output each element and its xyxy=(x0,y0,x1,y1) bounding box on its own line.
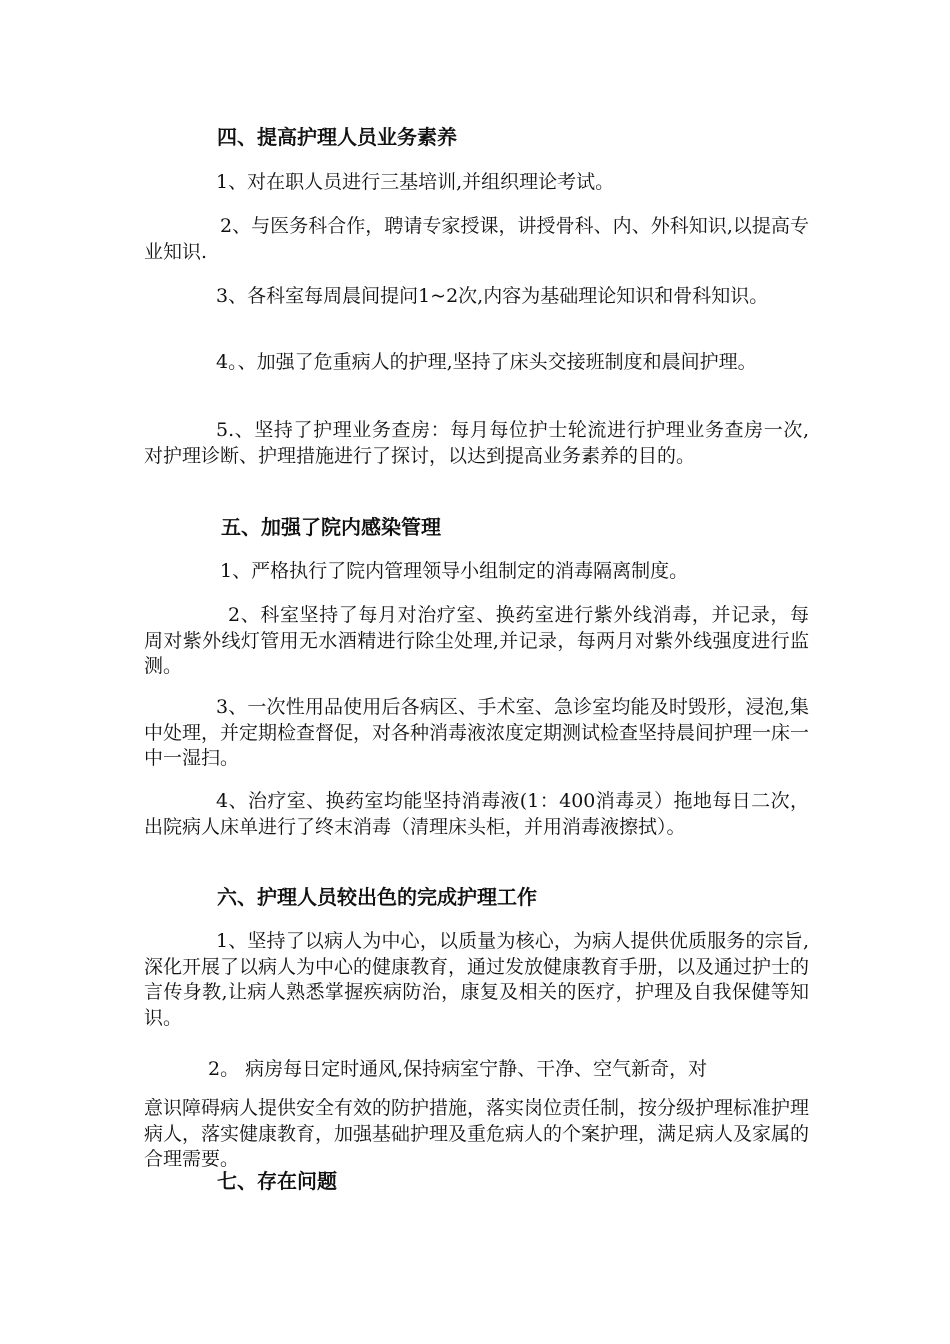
paragraph: 4、治疗室、换药室均能坚持消毒液(1：400消毒灵）拖地每日二次，出院病人床单进行了终末消毒（清理床头柜，并用消毒液擦拭）。 xyxy=(144,790,809,838)
paragraph: 3、各科室每周晨间提问1~2次,内容为基础理论知识和骨科知识。 xyxy=(216,285,769,307)
paragraph: 3、一次性用品使用后各病区、手术室、急诊室均能及时毁形，浸泡,集中处理，并定期检查督促，对各种消毒液浓度定期测试检查坚持晨间护理一床一中一湿扫。 xyxy=(144,696,810,769)
paragraph: 2。 病房每日定时通风,保持病室宁静、干净、空气新奇，对 xyxy=(208,1058,708,1080)
paragraph: 1、对在职人员进行三基培训,并组织理论考试。 xyxy=(216,171,615,193)
paragraph: 4。、加强了危重病人的护理,坚持了床头交接班制度和晨间护理。 xyxy=(216,351,757,373)
paragraph: 意识障碍病人提供安全有效的防护措施，落实岗位责任制，按分级护理标准护理病人，落实健康教育，加强基础护理及重危病人的个案护理，满足病人及家属的合理需要。 xyxy=(144,1097,810,1170)
section-heading: 四、提高护理人员业务素养 xyxy=(217,125,457,149)
paragraph: 1、严格执行了院内管理领导小组制定的消毒隔离制度。 xyxy=(220,560,689,582)
section-heading: 七、存在问题 xyxy=(217,1169,337,1193)
paragraph: 1、坚持了以病人为中心，以质量为核心，为病人提供优质服务的宗旨,深化开展了以病人为中心的健康教育，通过发放健康教育手册，以及通过护士的言传身教,让病人熟悉掌握疾病防治，康复及相关的医疗，护理及自我保健等知识。 xyxy=(144,930,810,1029)
paragraph: 5.、坚持了护理业务查房：每月每位护士轮流进行护理业务查房一次,对护理诊断、护理措施进行了探讨，以达到提高业务素养的目的。 xyxy=(144,419,809,467)
paragraph: 2、与医务科合作，聘请专家授课，讲授骨科、内、外科知识,以提高专业知识. xyxy=(144,215,809,263)
section-heading: 五、加强了院内感染管理 xyxy=(221,515,441,539)
section-heading: 六、护理人员较出色的完成护理工作 xyxy=(217,885,537,909)
paragraph: 2、科室坚持了每月对治疗室、换药室进行紫外线消毒，并记录，每周对紫外线灯管用无水酒精进行除尘处理,并记录，每两月对紫外线强度进行监测。 xyxy=(144,604,809,677)
